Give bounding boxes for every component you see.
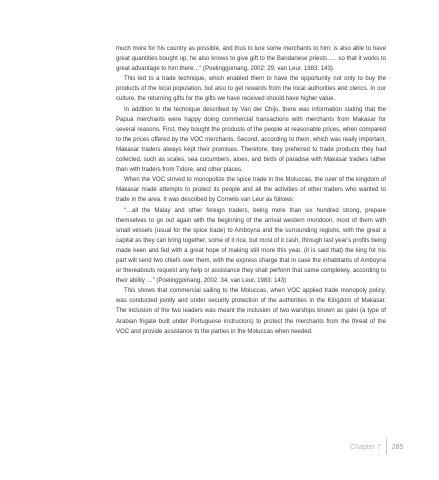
block-quote: “…all the Malay and other foreign traders, being more than six hundred strong, prepare themselves to go out again with the beginning of the arrival western mondoon, most of them with small vessels (usual for the spice trade) to Amboyna and the surrounding regions, with the great a capital as they can bring together, some of it rice, but most of it cash, through last year’s profits being made keen and fed with a great hope of making still more this year, (it is said that) the king for his part will send two chiefs over them, with the express charge that in case the inhabitants of Amboyna or thereabouts request any help or assistance they shall perform that same completely, according to their ability …” (Poelinggomang, 2002: 34, van Leur, 1983: 143)	[116, 207, 386, 285]
paragraph-2: This led to a trade technique, which enabled them to have the opportunity not only to buy the products of the local population, but also to get rewards from the local authorities and clerics. In our culture, the returning gifts for the gifts we have received should have higher value.	[116, 76, 386, 103]
body-text	[116, 44, 386, 337]
page-number: 285	[391, 443, 404, 451]
chapter-label: Chapter 7	[350, 443, 381, 451]
paragraph-6: This shows that commercial sailing to the Moluccas, when VOC applied trade monopoly policy, was conducted jointly and under security protection of the authorities in the Kingdom of Makasar. The inclusion of the two leaders was meant the inclusion of two warships known as galei (a type of Arabian frigate built under Portuguese instructors) to protect the merchants from the threat of the VOC and provide assistance to the parties in the Moluccas when needed.	[116, 288, 386, 335]
paragraph-1: much more for his country as possible, and thus to lure some merchants to him; is also able to have great quantities bought up; he also knows to give gift to the Bandanese priests …. so that it works to great advantage to him there…” (Poelinggomang, 2002: 29, van Leur, 1983: 143).	[116, 46, 386, 73]
page-footer	[350, 441, 403, 453]
paragraph-3: In addition to the technique described by Van der Chijs, there was information stating that the Papua merchants were happy doing commercial transactions with merchants from Makasar for several reasons. First, they bought the products of the people at reasonable prices, when compared to the prices offered by the VOC merchants. Second, according to them, which was really important, Makasar traders always kept their promises. Therefore, they preferred to trade products they had collected, such as scales, sea cucumbers, aloes, and birds of paradise with Makasar traders rather than with traders from Tidore, and other places.	[116, 106, 386, 174]
paragraph-4: When the VOC strived to monopolize the spice trade in the Moluccas, the ruler of the kingdom of Makasar made attempts to protect its people and all the activities of other traders who wanted to trade in the area. It was described by Cornelis van Leur as follows:	[116, 177, 386, 204]
